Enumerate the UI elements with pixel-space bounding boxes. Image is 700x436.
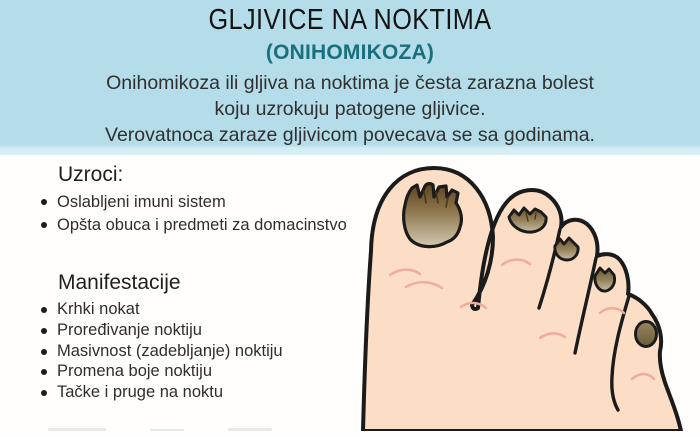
page-title: GLJIVICE NA NOKTIMA [208,4,492,36]
big-toe-nail [404,184,462,247]
list-item: Tačke i pruge na noktu [0,382,370,403]
list-item: Opšta obuca i predmeti za domacinstvo [0,214,370,237]
content-column [0,162,370,403]
list-item: Krhki nokat [0,299,370,320]
intro-line-2: koju uzrokuju patogene gljivice. [214,98,486,120]
pinky-toe-nail [636,322,657,347]
foot-illustration [360,155,700,431]
manifestations-heading: Manifestacije [58,271,181,294]
foot-with-fungal-toenails-graphic [360,155,700,431]
intro-line-3: Verovatnoca zaraze gljivicom povecava se sa godinama. [105,124,595,146]
page-subtitle: (ONIHOMIKOZA) [265,41,435,64]
list-item: Promena boje noktiju [0,361,370,382]
manifestations-list [0,299,370,403]
list-item: Masivnost (zadebljanje) noktiju [0,341,370,362]
causes-heading: Uzroci: [58,163,124,186]
header-banner [0,0,700,155]
list-item: Proređivanje noktiju [0,320,370,341]
list-item: Oslabljeni imuni sistem [0,191,370,214]
causes-list [0,191,370,236]
fourth-toe-nail [595,268,615,291]
intro-line-1: Onihomikoza ili gljiva na noktima je česta zarazna bolest [106,72,594,94]
intro-paragraph [0,70,700,148]
